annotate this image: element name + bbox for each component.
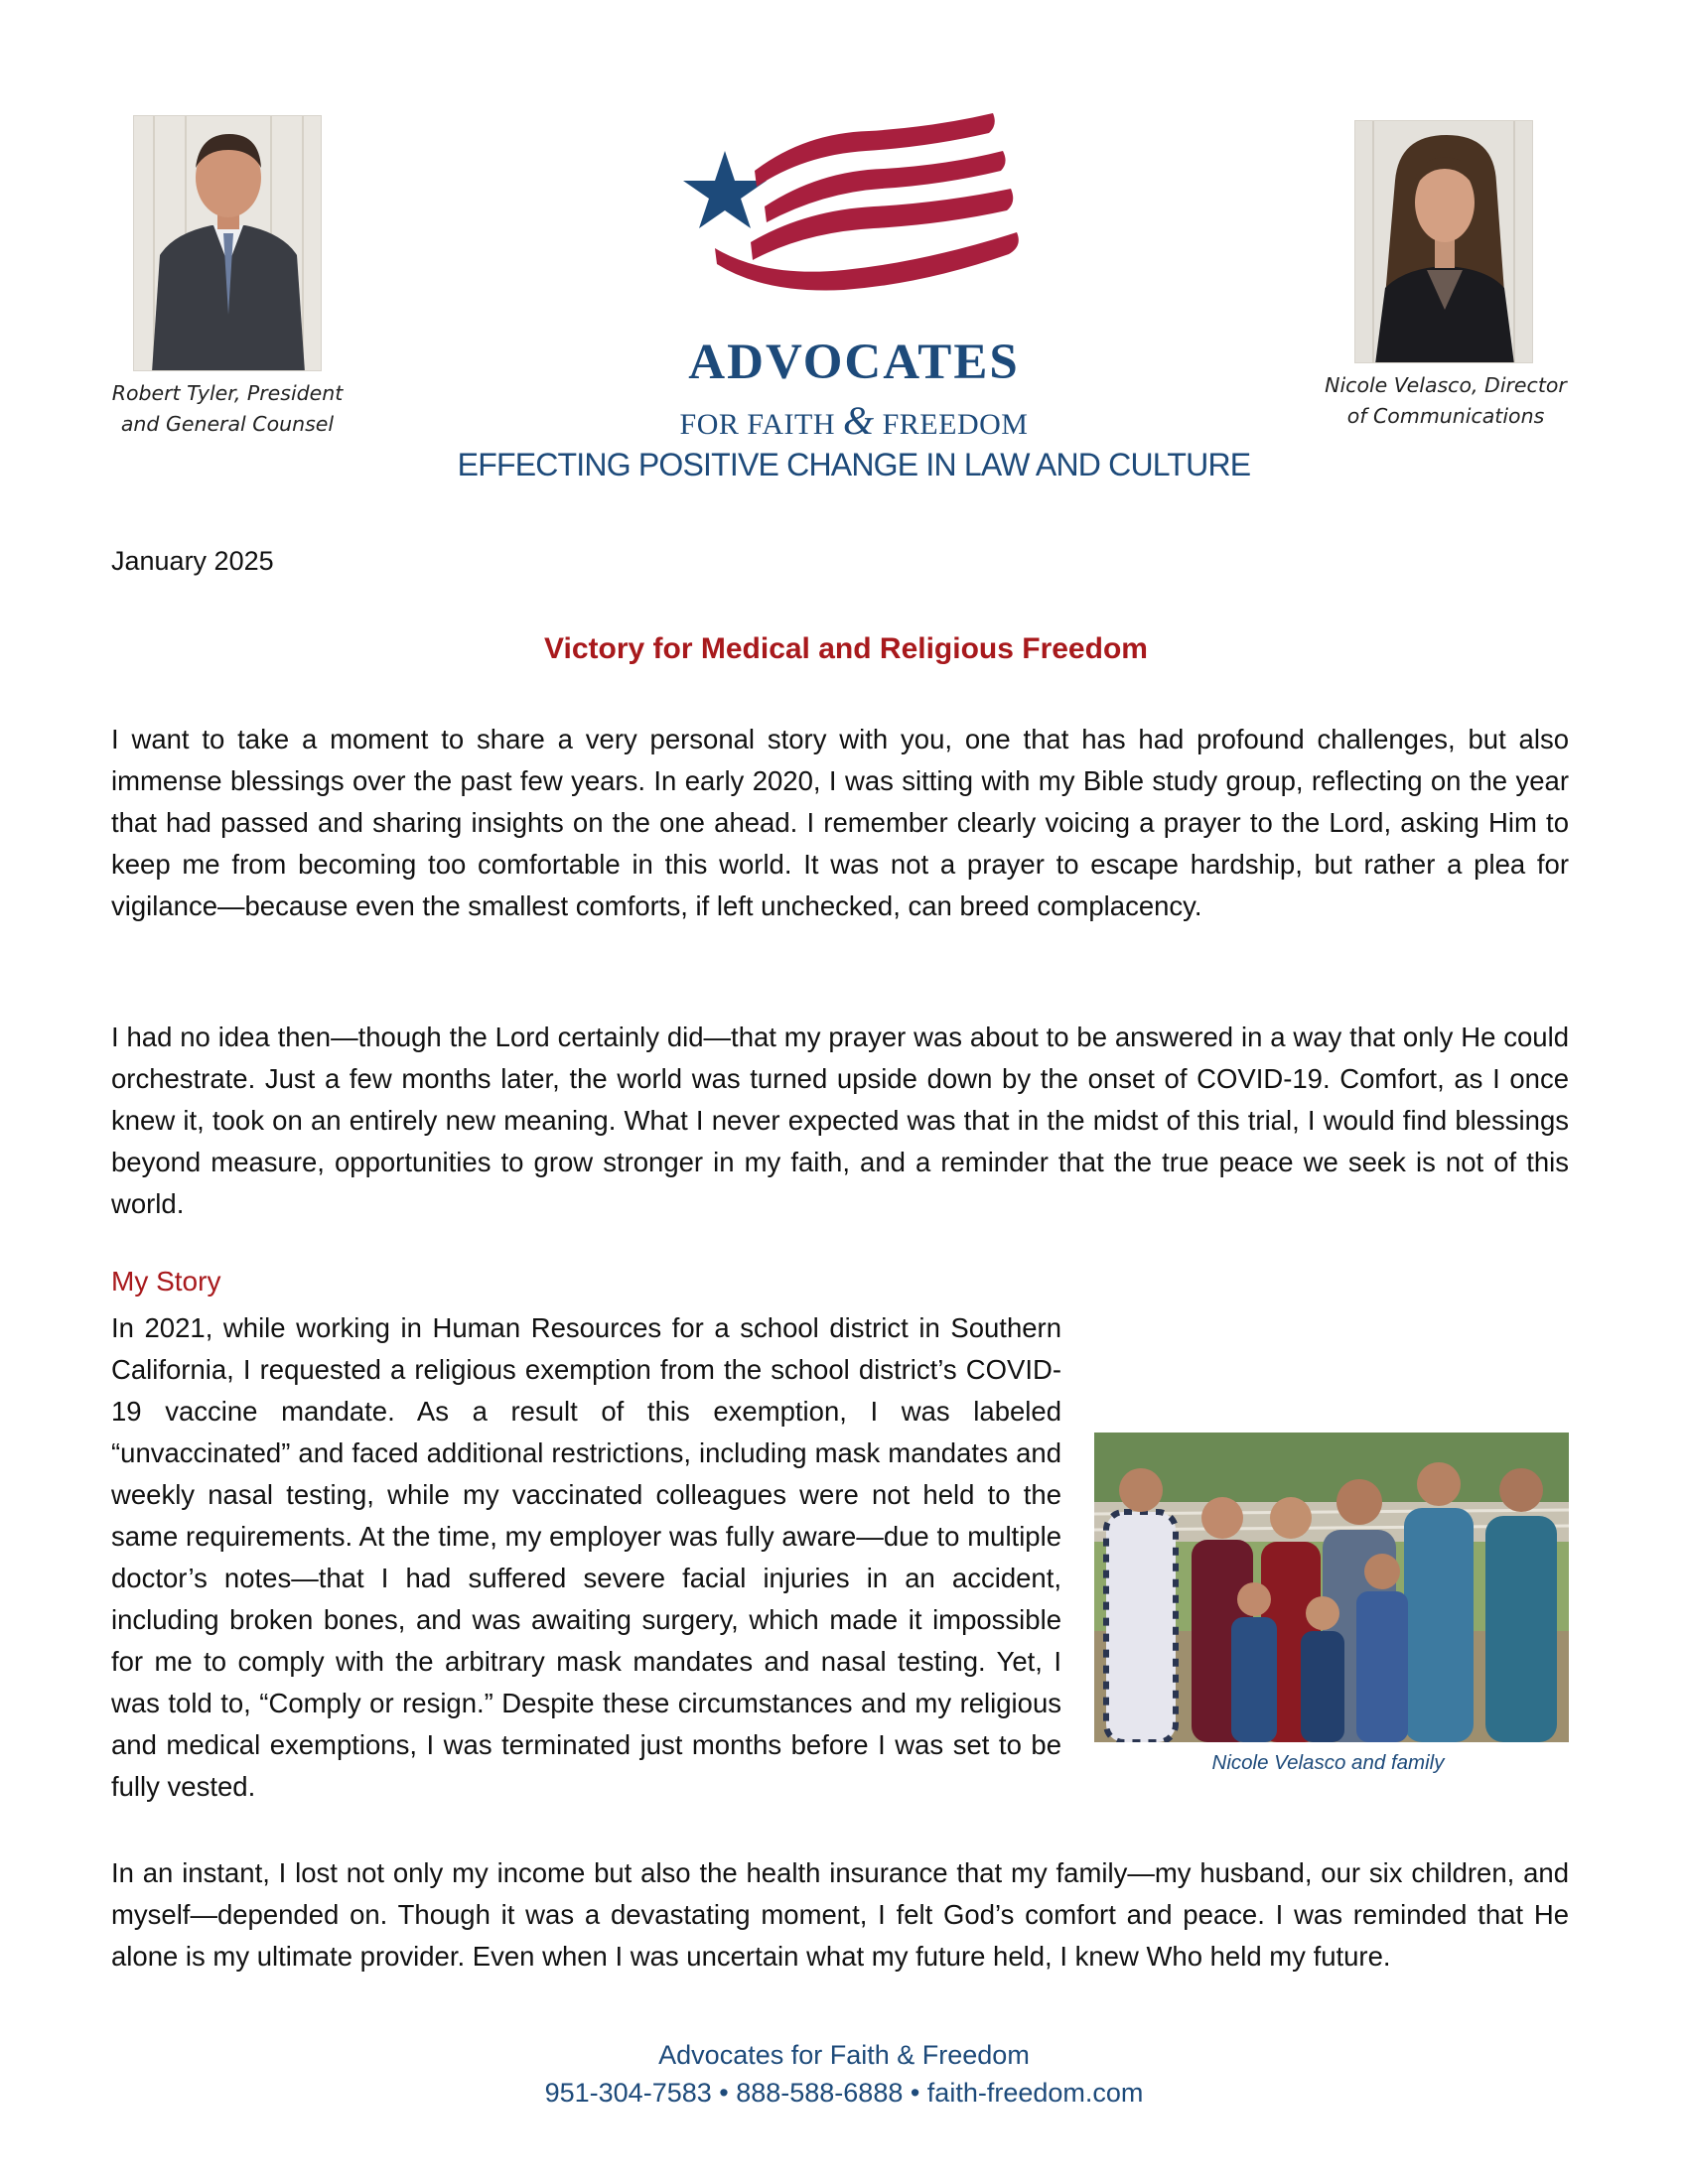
paragraph-4: In an instant, I lost not only my income but also the health insurance that my family—my husband, our six children, and myself—depended on. Though it was a devastating moment, I felt God’s comfort and peace. I was reminded that He alone is my ultimate provider. Even when I was uncertain what my future held, I knew Who held my future. [111, 1857, 1569, 1972]
nicole-velasco-photo [1354, 120, 1533, 363]
section-title-my-story: My Story [111, 1266, 221, 1297]
org-subtitle [556, 397, 1152, 444]
family-photo-figure [1087, 1433, 1569, 1810]
paragraph-3: In 2021, while working in Human Resources for a school district in Southern California, I requested a religious exemption from the school district’s COVID-19 vaccine mandate. As a result of this exemption, I was labeled “unvaccinated” and faced additional restrictions, including mask mandates and weekly nasal testing, while my vaccinated colleagues were not held to the same requirements. At the time, my employer was fully aware—due to multiple doctor’s notes—that I had suffered severe facial injuries in an accident, including broken bones, and was awaiting surgery, which made it impossible for me to comply with the arbitrary mask mandates and nasal testing. Yet, I was told to, “Comply or resign.” Despite these circumstances and my religious and medical exemptions, I was terminated just months before I was set to be fully vested. [111, 1312, 1061, 1802]
flag-star-icon [655, 103, 1053, 302]
nicole-velasco-caption [1307, 370, 1585, 432]
left-caption-line1: Robert Tyler, President [111, 381, 344, 405]
robert-tyler-portrait-image [134, 116, 322, 371]
family-photo [1094, 1433, 1569, 1742]
org-sub-amp: & [842, 398, 875, 443]
letter-headline: Victory for Medical and Religious Freedom [544, 632, 1148, 665]
org-sub-part1: FOR FAITH [679, 408, 843, 441]
left-caption-line2: and General Counsel [120, 412, 335, 436]
org-tagline: EFFECTING POSITIVE CHANGE IN LAW AND CULTURE [457, 447, 1251, 482]
paragraph-1: I want to take a moment to share a very personal story with you, one that has had profound challenges, but also immense blessings over the past few years. In early 2020, I was sitting with my Bible study group, reflecting on the year that had passed and sharing insights on the one ahead. I remember clearly voicing a prayer to the Lord, asking Him to keep me from becoming too comfortable in this world. It was not a prayer to escape hardship, but rather a plea for vigilance—because even the smallest comforts, if left unchecked, can breed complacency. [111, 724, 1569, 921]
family-photo-image [1094, 1433, 1569, 1742]
paragraph-2: I had no idea then—though the Lord certainly did—that my prayer was about to be answered in a way that only He could orchestrate. Just a few months later, the world was turned upside down by the onset of COVID-19. Comfort, as I once knew it, took on an entirely new meaning. What I never expected was that in the midst of this trial, I would find blessings beyond measure, opportunities to grow stronger in my faith, and a reminder that the true peace we seek is not of this world. [111, 1022, 1569, 1219]
robert-tyler-caption [95, 378, 359, 440]
flag-logo [655, 103, 1053, 302]
family-photo-caption: Nicole Velasco and family [1211, 1751, 1445, 1774]
letter-date: January 2025 [111, 546, 274, 576]
footer-org-name: Advocates for Faith & Freedom [658, 2040, 1030, 2070]
right-caption-line2: of Communications [1346, 404, 1545, 428]
right-caption-line1: Nicole Velasco, Director [1325, 373, 1567, 397]
robert-tyler-photo [133, 115, 322, 371]
my-story-block [111, 1307, 1569, 1810]
footer-contact: 951-304-7583 • 888-588-6888 • faith-freedom.com [544, 2078, 1144, 2108]
org-sub-part2: FREEDOM [874, 408, 1029, 441]
nicole-velasco-portrait-image [1355, 121, 1533, 363]
org-name: ADVOCATES [688, 335, 1020, 390]
